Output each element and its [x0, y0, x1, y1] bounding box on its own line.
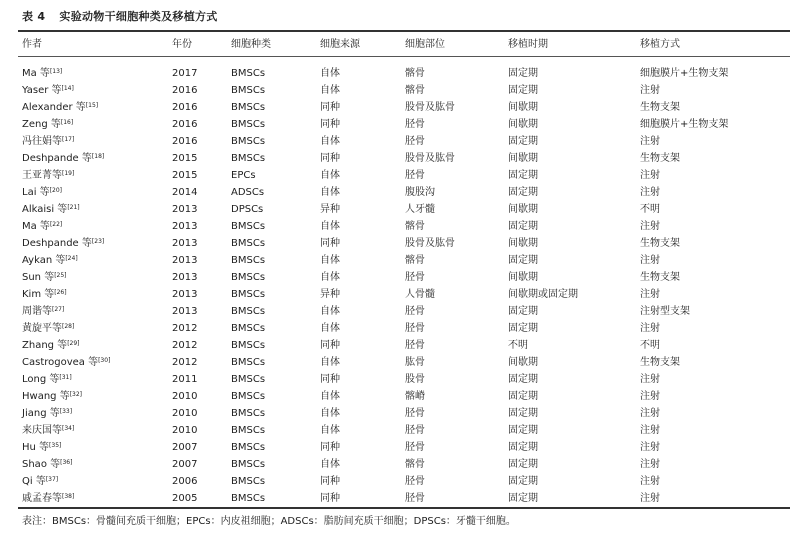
cell-site: 胫骨 — [405, 476, 425, 487]
cell-year: 2013 — [172, 238, 198, 249]
cell-method: 注射 — [640, 425, 660, 436]
cell-site: 髂骨 — [405, 85, 425, 96]
cell-source: 自体 — [320, 323, 340, 334]
cell-source: 同种 — [320, 238, 340, 249]
cell-site: 股骨及肱骨 — [405, 102, 455, 113]
reference-marker: [16] — [60, 119, 74, 126]
cell-author: Zhang 等[29] — [22, 340, 80, 351]
reference-marker: [21] — [67, 204, 80, 211]
reference-marker: [15] — [85, 102, 99, 109]
cell-period: 间歇期 — [508, 238, 538, 249]
top-rule — [18, 30, 790, 32]
cell-year: 2014 — [172, 187, 198, 198]
table-row — [0, 337, 810, 354]
cell-period: 固定期 — [508, 408, 538, 419]
cell-method: 注射 — [640, 255, 660, 266]
cell-author: Alexander 等[15] — [22, 102, 99, 113]
cell-type: BMSCs — [231, 102, 266, 113]
cell-source: 自体 — [320, 425, 340, 436]
cell-site: 股骨及肱骨 — [405, 153, 455, 164]
cell-year: 2017 — [172, 68, 198, 79]
reference-marker: [36] — [60, 459, 73, 466]
cell-site: 肱骨 — [405, 357, 425, 368]
cell-period: 间歇期 — [508, 357, 538, 368]
cell-period: 间歇期或固定期 — [508, 289, 578, 300]
cell-author: Hu 等[35] — [22, 442, 62, 453]
reference-marker: [28] — [62, 323, 75, 330]
cell-site: 股骨 — [405, 374, 425, 385]
cell-year: 2016 — [172, 136, 198, 147]
cell-site: 胫骨 — [405, 442, 425, 453]
cell-source: 自体 — [320, 85, 340, 96]
cell-type: EPCs — [231, 170, 256, 181]
table-row — [0, 116, 810, 133]
cell-method: 不明 — [640, 340, 660, 351]
table-title: 实验动物干细胞种类及移植方式 — [59, 10, 218, 23]
table-row — [0, 354, 810, 371]
cell-period: 固定期 — [508, 170, 538, 181]
cell-author: Yaser 等[14] — [22, 85, 74, 96]
reference-marker: [25] — [54, 272, 67, 279]
cell-site: 人骨髓 — [405, 289, 435, 300]
cell-period: 固定期 — [508, 221, 538, 232]
bottom-rule — [18, 507, 790, 509]
reference-marker: [37] — [45, 476, 59, 483]
header-author: 作者 — [22, 39, 42, 50]
table-row — [0, 201, 810, 218]
cell-period: 间歇期 — [508, 153, 538, 164]
header-transplant-method: 移植方式 — [640, 39, 680, 50]
cell-method: 注射 — [640, 476, 660, 487]
cell-period: 不明 — [508, 340, 528, 351]
cell-type: BMSCs — [231, 153, 266, 164]
table-row — [0, 473, 810, 490]
cell-source: 同种 — [320, 374, 340, 385]
reference-marker: [18] — [91, 153, 105, 160]
cell-author: Shao 等[36] — [22, 459, 73, 470]
reference-marker: [19] — [62, 170, 75, 177]
cell-site: 髂骨 — [405, 459, 425, 470]
cell-source: 自体 — [320, 408, 340, 419]
cell-author: Ma 等[13] — [22, 68, 63, 79]
cell-author: Zeng 等[16] — [22, 119, 74, 130]
cell-year: 2007 — [172, 459, 198, 470]
table-row — [0, 422, 810, 439]
cell-author: Aykan 等[24] — [22, 255, 78, 266]
cell-author: 黄旋平等[28] — [22, 323, 75, 334]
cell-author: Ma 等[22] — [22, 221, 63, 232]
reference-marker: [22] — [49, 221, 63, 228]
cell-period: 固定期 — [508, 425, 538, 436]
cell-type: BMSCs — [231, 493, 266, 504]
cell-year: 2012 — [172, 357, 198, 368]
cell-period: 固定期 — [508, 391, 538, 402]
cell-source: 自体 — [320, 391, 340, 402]
cell-source: 自体 — [320, 357, 340, 368]
cell-source: 异种 — [320, 289, 340, 300]
reference-marker: [29] — [67, 340, 80, 347]
cell-type: BMSCs — [231, 374, 266, 385]
cell-author: Long 等[31] — [22, 374, 72, 385]
cell-year: 2016 — [172, 102, 198, 113]
cell-type: BMSCs — [231, 425, 266, 436]
cell-method: 注射 — [640, 187, 660, 198]
cell-method: 注射 — [640, 442, 660, 453]
cell-year: 2012 — [172, 340, 198, 351]
cell-method: 注射 — [640, 221, 660, 232]
cell-source: 同种 — [320, 493, 340, 504]
reference-marker: [34] — [62, 425, 75, 432]
cell-site: 胫骨 — [405, 408, 425, 419]
cell-method: 注射 — [640, 408, 660, 419]
cell-year: 2013 — [172, 255, 198, 266]
table-row — [0, 65, 810, 82]
cell-author: Jiang 等[33] — [22, 408, 73, 419]
cell-author: Lai 等[20] — [22, 187, 62, 198]
table-row — [0, 371, 810, 388]
cell-method: 生物支架 — [640, 153, 680, 164]
reference-marker: [24] — [65, 255, 78, 262]
cell-author: 来庆国等[34] — [22, 425, 75, 436]
cell-method: 注射型支架 — [640, 306, 690, 317]
cell-period: 固定期 — [508, 442, 538, 453]
cell-year: 2010 — [172, 425, 198, 436]
cell-site: 胫骨 — [405, 136, 425, 147]
table-row — [0, 218, 810, 235]
cell-period: 固定期 — [508, 136, 538, 147]
cell-method: 注射 — [640, 136, 660, 147]
table-row — [0, 167, 810, 184]
cell-year: 2011 — [172, 374, 198, 385]
cell-year: 2013 — [172, 306, 198, 317]
cell-site: 胫骨 — [405, 119, 425, 130]
cell-type: BMSCs — [231, 442, 266, 453]
cell-type: BMSCs — [231, 221, 266, 232]
cell-year: 2016 — [172, 85, 198, 96]
cell-period: 固定期 — [508, 68, 538, 79]
header-year: 年份 — [172, 39, 192, 50]
cell-author: Alkaisi 等[21] — [22, 204, 80, 215]
cell-year: 2015 — [172, 153, 198, 164]
table-row — [0, 439, 810, 456]
table-row — [0, 286, 810, 303]
header-cell-type: 细胞种类 — [231, 39, 271, 50]
cell-method: 生物支架 — [640, 238, 680, 249]
cell-site: 髂骨 — [405, 221, 425, 232]
cell-type: BMSCs — [231, 306, 266, 317]
reference-marker: [38] — [62, 493, 75, 500]
cell-method: 细胞膜片+生物支架 — [640, 119, 729, 130]
cell-source: 自体 — [320, 136, 340, 147]
cell-period: 间歇期 — [508, 119, 538, 130]
cell-year: 2013 — [172, 221, 198, 232]
cell-type: BMSCs — [231, 476, 266, 487]
table-row — [0, 490, 810, 507]
reference-marker: [32] — [69, 391, 83, 398]
cell-type: DPSCs — [231, 204, 264, 215]
cell-period: 固定期 — [508, 459, 538, 470]
reference-marker: [27] — [52, 306, 65, 313]
cell-site: 腹股沟 — [405, 187, 435, 198]
cell-period: 固定期 — [508, 306, 538, 317]
cell-site: 胫骨 — [405, 493, 425, 504]
cell-source: 自体 — [320, 272, 340, 283]
cell-site: 胫骨 — [405, 170, 425, 181]
reference-marker: [31] — [59, 374, 72, 381]
cell-site: 髂骨 — [405, 255, 425, 266]
table-row — [0, 82, 810, 99]
cell-author: Deshpande 等[18] — [22, 153, 105, 164]
cell-year: 2010 — [172, 391, 198, 402]
cell-source: 自体 — [320, 306, 340, 317]
cell-method: 注射 — [640, 374, 660, 385]
cell-method: 不明 — [640, 204, 660, 215]
cell-author: Hwang 等[32] — [22, 391, 83, 402]
table-row — [0, 150, 810, 167]
cell-type: BMSCs — [231, 85, 266, 96]
cell-type: BMSCs — [231, 238, 266, 249]
cell-site: 股骨及肱骨 — [405, 238, 455, 249]
cell-type: BMSCs — [231, 119, 266, 130]
cell-source: 自体 — [320, 187, 340, 198]
cell-site: 胫骨 — [405, 425, 425, 436]
cell-year: 2013 — [172, 272, 198, 283]
cell-source: 自体 — [320, 459, 340, 470]
cell-source: 同种 — [320, 340, 340, 351]
cell-type: BMSCs — [231, 68, 266, 79]
cell-period: 固定期 — [508, 85, 538, 96]
reference-marker: [33] — [59, 408, 73, 415]
cell-site: 髂嵴 — [405, 391, 425, 402]
cell-method: 注射 — [640, 289, 660, 300]
cell-site: 胫骨 — [405, 272, 425, 283]
cell-author: 王亚菁等[19] — [22, 170, 75, 181]
cell-type: BMSCs — [231, 391, 266, 402]
cell-method: 注射 — [640, 391, 660, 402]
cell-source: 同种 — [320, 476, 340, 487]
cell-year: 2016 — [172, 119, 198, 130]
cell-author: 戚孟春等[38] — [22, 493, 75, 504]
cell-site: 人牙髓 — [405, 204, 435, 215]
cell-year: 2007 — [172, 442, 198, 453]
cell-source: 同种 — [320, 442, 340, 453]
cell-period: 间歇期 — [508, 204, 538, 215]
cell-type: BMSCs — [231, 459, 266, 470]
table-caption — [22, 8, 218, 24]
table-row — [0, 184, 810, 201]
cell-method: 注射 — [640, 493, 660, 504]
cell-source: 同种 — [320, 119, 340, 130]
header-transplant-period: 移植时期 — [508, 39, 548, 50]
reference-marker: [17] — [62, 136, 75, 143]
cell-type: BMSCs — [231, 136, 266, 147]
cell-site: 髂骨 — [405, 68, 425, 79]
header-rule — [18, 56, 790, 57]
cell-method: 注射 — [640, 85, 660, 96]
cell-source: 自体 — [320, 170, 340, 181]
header-cell-source: 细胞来源 — [320, 39, 360, 50]
cell-site: 胫骨 — [405, 306, 425, 317]
reference-marker: [30] — [98, 357, 111, 364]
cell-year: 2013 — [172, 204, 198, 215]
cell-method: 注射 — [640, 323, 660, 334]
table-row — [0, 235, 810, 252]
cell-source: 同种 — [320, 102, 340, 113]
cell-method: 生物支架 — [640, 102, 680, 113]
cell-year: 2013 — [172, 289, 198, 300]
table-row — [0, 269, 810, 286]
cell-period: 固定期 — [508, 187, 538, 198]
reference-marker: [23] — [91, 238, 105, 245]
cell-type: BMSCs — [231, 340, 266, 351]
cell-period: 间歇期 — [508, 102, 538, 113]
cell-source: 自体 — [320, 221, 340, 232]
cell-year: 2006 — [172, 476, 198, 487]
table-row — [0, 456, 810, 473]
table-row — [0, 252, 810, 269]
cell-period: 固定期 — [508, 476, 538, 487]
table-row — [0, 388, 810, 405]
table-header — [0, 36, 810, 53]
cell-author: 周谐等[27] — [22, 306, 65, 317]
cell-site: 胫骨 — [405, 340, 425, 351]
cell-author: Kim 等[26] — [22, 289, 67, 300]
header-cell-site: 细胞部位 — [405, 39, 445, 50]
cell-type: BMSCs — [231, 357, 266, 368]
cell-method: 生物支架 — [640, 357, 680, 368]
cell-author: Sun 等[25] — [22, 272, 67, 283]
cell-source: 异种 — [320, 204, 340, 215]
cell-type: ADSCs — [231, 187, 265, 198]
table-number: 表 4 — [22, 10, 46, 23]
cell-type: BMSCs — [231, 272, 266, 283]
table-row — [0, 303, 810, 320]
cell-author: Qi 等[37] — [22, 476, 59, 487]
cell-period: 固定期 — [508, 255, 538, 266]
reference-marker: [13] — [49, 68, 63, 75]
cell-source: 自体 — [320, 255, 340, 266]
cell-method: 细胞膜片+生物支架 — [640, 68, 729, 79]
cell-source: 同种 — [320, 153, 340, 164]
table-row — [0, 320, 810, 337]
cell-source: 自体 — [320, 68, 340, 79]
cell-author: Deshpande 等[23] — [22, 238, 105, 249]
cell-period: 固定期 — [508, 493, 538, 504]
cell-year: 2012 — [172, 323, 198, 334]
reference-marker: [14] — [61, 85, 74, 92]
cell-year: 2010 — [172, 408, 198, 419]
reference-marker: [26] — [54, 289, 67, 296]
cell-type: BMSCs — [231, 323, 266, 334]
cell-period: 间歇期 — [508, 272, 538, 283]
cell-period: 固定期 — [508, 323, 538, 334]
cell-type: BMSCs — [231, 289, 266, 300]
reference-marker: [35] — [49, 442, 62, 449]
reference-marker: [20] — [49, 187, 62, 194]
cell-method: 注射 — [640, 170, 660, 181]
table-row — [0, 405, 810, 422]
cell-year: 2015 — [172, 170, 198, 181]
cell-method: 注射 — [640, 459, 660, 470]
table-row — [0, 133, 810, 150]
table-row — [0, 99, 810, 116]
cell-author: Castrogovea 等[30] — [22, 357, 111, 368]
cell-type: BMSCs — [231, 408, 266, 419]
cell-period: 固定期 — [508, 374, 538, 385]
cell-type: BMSCs — [231, 255, 266, 266]
cell-site: 胫骨 — [405, 323, 425, 334]
cell-year: 2005 — [172, 493, 198, 504]
table-note: 表注：BMSCs：骨髓间充质干细胞；EPCs：内皮祖细胞；ADSCs：脂肪间充质干细胞；DPSCs：牙髓干细胞。 — [22, 516, 516, 527]
cell-author: 冯往娟等[17] — [22, 136, 75, 147]
cell-method: 生物支架 — [640, 272, 680, 283]
